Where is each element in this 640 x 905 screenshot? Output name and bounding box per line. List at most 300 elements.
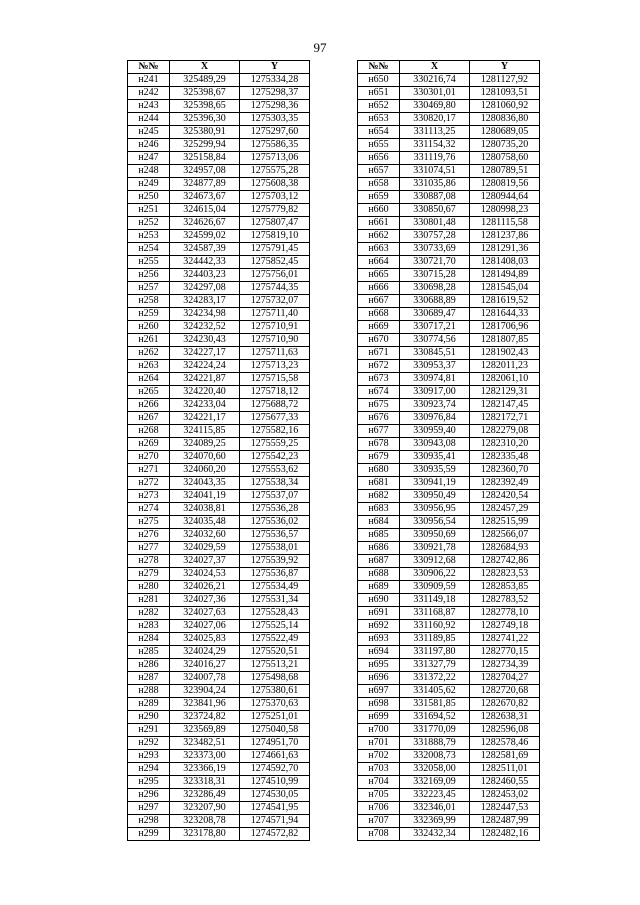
cell-point-id: н257 — [128, 282, 170, 295]
cell-y: 1282741,22 — [470, 633, 540, 646]
cell-x: 332432,34 — [400, 828, 470, 841]
cell-point-id: н685 — [358, 529, 400, 542]
cell-x: 323318,31 — [170, 776, 240, 789]
cell-x: 330941,19 — [400, 477, 470, 490]
cell-x: 331154,32 — [400, 139, 470, 152]
table-row — [358, 308, 540, 321]
cell-point-id: н701 — [358, 737, 400, 750]
table-row — [128, 334, 310, 347]
cell-point-id: н272 — [128, 477, 170, 490]
table-row — [358, 815, 540, 828]
cell-y: 1275582,16 — [240, 425, 310, 438]
cell-y: 1275608,38 — [240, 178, 310, 191]
table-row — [128, 607, 310, 620]
cell-y: 1275710,90 — [240, 334, 310, 347]
cell-point-id: н266 — [128, 399, 170, 412]
cell-y: 1282147,45 — [470, 399, 540, 412]
cell-point-id: н298 — [128, 815, 170, 828]
cell-x: 324060,20 — [170, 464, 240, 477]
table-row — [128, 646, 310, 659]
cell-x: 324227,17 — [170, 347, 240, 360]
cell-x: 331694,52 — [400, 711, 470, 724]
cell-y: 1275536,28 — [240, 503, 310, 516]
cell-x: 330950,69 — [400, 529, 470, 542]
cell-x: 330956,54 — [400, 516, 470, 529]
table-row — [128, 685, 310, 698]
cell-x: 332169,09 — [400, 776, 470, 789]
table-row — [358, 178, 540, 191]
cell-x: 330950,49 — [400, 490, 470, 503]
cell-point-id: н706 — [358, 802, 400, 815]
table-row — [128, 763, 310, 776]
table-row — [358, 763, 540, 776]
cell-y: 1282742,86 — [470, 555, 540, 568]
cell-point-id: н677 — [358, 425, 400, 438]
cell-y: 1282061,10 — [470, 373, 540, 386]
table-row — [358, 464, 540, 477]
cell-point-id: н252 — [128, 217, 170, 230]
header-y: Y — [470, 61, 540, 74]
cell-point-id: н241 — [128, 74, 170, 87]
cell-point-id: н684 — [358, 516, 400, 529]
cell-y: 1275297,60 — [240, 126, 310, 139]
cell-point-id: н290 — [128, 711, 170, 724]
cell-y: 1280689,05 — [470, 126, 540, 139]
cell-y: 1282783,52 — [470, 594, 540, 607]
cell-point-id: н675 — [358, 399, 400, 412]
cell-point-id: н662 — [358, 230, 400, 243]
cell-y: 1282720,68 — [470, 685, 540, 698]
cell-point-id: н660 — [358, 204, 400, 217]
table-row — [128, 256, 310, 269]
table-header-row — [128, 61, 310, 74]
cell-y: 1275536,02 — [240, 516, 310, 529]
cell-point-id: н244 — [128, 113, 170, 126]
cell-x: 330774,56 — [400, 334, 470, 347]
table-row — [128, 139, 310, 152]
cell-x: 324233,04 — [170, 399, 240, 412]
table-row — [128, 412, 310, 425]
cell-point-id: н267 — [128, 412, 170, 425]
table-row — [128, 74, 310, 87]
cell-x: 324626,67 — [170, 217, 240, 230]
cell-x: 324442,33 — [170, 256, 240, 269]
cell-point-id: н651 — [358, 87, 400, 100]
table-row — [128, 438, 310, 451]
cell-point-id: н242 — [128, 87, 170, 100]
cell-y: 1282578,46 — [470, 737, 540, 750]
cell-y: 1275852,45 — [240, 256, 310, 269]
cell-y: 1281237,86 — [470, 230, 540, 243]
cell-y: 1275520,51 — [240, 646, 310, 659]
table-row — [358, 438, 540, 451]
cell-x: 324027,06 — [170, 620, 240, 633]
table-row — [128, 178, 310, 191]
table-row — [358, 789, 540, 802]
cell-y: 1274541,95 — [240, 802, 310, 815]
cell-x: 331372,22 — [400, 672, 470, 685]
table-row — [358, 711, 540, 724]
cell-y: 1275677,33 — [240, 412, 310, 425]
table-row — [358, 217, 540, 230]
cell-point-id: н683 — [358, 503, 400, 516]
cell-y: 1282704,27 — [470, 672, 540, 685]
header-id: №№ — [358, 61, 400, 74]
table-row — [358, 646, 540, 659]
table-row — [128, 230, 310, 243]
cell-point-id: н681 — [358, 477, 400, 490]
cell-x: 330935,41 — [400, 451, 470, 464]
cell-x: 330757,28 — [400, 230, 470, 243]
cell-y: 1275711,40 — [240, 308, 310, 321]
cell-y: 1281619,52 — [470, 295, 540, 308]
cell-y: 1274951,70 — [240, 737, 310, 750]
cell-point-id: н293 — [128, 750, 170, 763]
cell-point-id: н670 — [358, 334, 400, 347]
cell-y: 1275531,34 — [240, 594, 310, 607]
table-row — [358, 750, 540, 763]
cell-x: 330820,17 — [400, 113, 470, 126]
table-row — [358, 659, 540, 672]
cell-y: 1275791,45 — [240, 243, 310, 256]
cell-x: 324230,43 — [170, 334, 240, 347]
table-row — [358, 243, 540, 256]
table-row — [128, 490, 310, 503]
table-row — [358, 633, 540, 646]
table-row — [358, 295, 540, 308]
cell-x: 324029,59 — [170, 542, 240, 555]
cell-point-id: н669 — [358, 321, 400, 334]
cell-x: 324877,89 — [170, 178, 240, 191]
cell-point-id: н278 — [128, 555, 170, 568]
cell-point-id: н296 — [128, 789, 170, 802]
cell-x: 323724,82 — [170, 711, 240, 724]
table-row — [358, 126, 540, 139]
cell-point-id: н697 — [358, 685, 400, 698]
table-row — [128, 113, 310, 126]
cell-x: 332008,73 — [400, 750, 470, 763]
cell-point-id: н695 — [358, 659, 400, 672]
cell-y: 1281902,43 — [470, 347, 540, 360]
cell-point-id: н255 — [128, 256, 170, 269]
table-row — [128, 503, 310, 516]
cell-y: 1282853,85 — [470, 581, 540, 594]
cell-point-id: н696 — [358, 672, 400, 685]
cell-y: 1275542,23 — [240, 451, 310, 464]
cell-point-id: н285 — [128, 646, 170, 659]
cell-point-id: н653 — [358, 113, 400, 126]
cell-x: 324025,83 — [170, 633, 240, 646]
cell-x: 324615,04 — [170, 204, 240, 217]
cell-y: 1282279,08 — [470, 425, 540, 438]
table-row — [358, 256, 540, 269]
cell-point-id: н682 — [358, 490, 400, 503]
cell-x: 330721,70 — [400, 256, 470, 269]
cell-point-id: н680 — [358, 464, 400, 477]
cell-x: 324297,08 — [170, 282, 240, 295]
table-row — [358, 542, 540, 555]
cell-point-id: н273 — [128, 490, 170, 503]
cell-y: 1281291,36 — [470, 243, 540, 256]
cell-y: 1282460,55 — [470, 776, 540, 789]
cell-y: 1281807,85 — [470, 334, 540, 347]
table-row — [358, 503, 540, 516]
cell-y: 1275559,25 — [240, 438, 310, 451]
cell-y: 1275715,58 — [240, 373, 310, 386]
cell-point-id: н299 — [128, 828, 170, 841]
cell-x: 324007,78 — [170, 672, 240, 685]
table-row — [358, 386, 540, 399]
cell-y: 1275536,57 — [240, 529, 310, 542]
cell-x: 324035,48 — [170, 516, 240, 529]
cell-y: 1282581,69 — [470, 750, 540, 763]
cell-point-id: н650 — [358, 74, 400, 87]
cell-point-id: н271 — [128, 464, 170, 477]
table-row — [128, 542, 310, 555]
header-y: Y — [240, 61, 310, 74]
cell-x: 323841,96 — [170, 698, 240, 711]
table-row — [358, 607, 540, 620]
cell-y: 1275713,06 — [240, 152, 310, 165]
cell-y: 1282360,70 — [470, 464, 540, 477]
table-row — [358, 802, 540, 815]
cell-x: 330733,69 — [400, 243, 470, 256]
cell-x: 324024,53 — [170, 568, 240, 581]
cell-x: 331197,80 — [400, 646, 470, 659]
cell-point-id: н248 — [128, 165, 170, 178]
cell-point-id: н655 — [358, 139, 400, 152]
cell-y: 1282823,53 — [470, 568, 540, 581]
table-row — [358, 230, 540, 243]
cell-y: 1282770,15 — [470, 646, 540, 659]
cell-x: 331035,86 — [400, 178, 470, 191]
cell-y: 1275534,49 — [240, 581, 310, 594]
cell-point-id: н268 — [128, 425, 170, 438]
cell-y: 1275710,91 — [240, 321, 310, 334]
table-row — [128, 152, 310, 165]
cell-point-id: н269 — [128, 438, 170, 451]
cell-y: 1275528,43 — [240, 607, 310, 620]
cell-x: 331074,51 — [400, 165, 470, 178]
table-row — [358, 737, 540, 750]
cell-y: 1280735,20 — [470, 139, 540, 152]
table-row — [128, 477, 310, 490]
cell-point-id: н286 — [128, 659, 170, 672]
table-row — [128, 464, 310, 477]
cell-y: 1280819,56 — [470, 178, 540, 191]
cell-x: 330850,67 — [400, 204, 470, 217]
cell-y: 1281545,04 — [470, 282, 540, 295]
cell-point-id: н674 — [358, 386, 400, 399]
page-number: 97 — [313, 40, 327, 55]
cell-y: 1275040,58 — [240, 724, 310, 737]
cell-x: 323207,90 — [170, 802, 240, 815]
cell-x: 332058,00 — [400, 763, 470, 776]
cell-point-id: н264 — [128, 373, 170, 386]
cell-y: 1282011,23 — [470, 360, 540, 373]
cell-y: 1275732,07 — [240, 295, 310, 308]
table-row — [128, 425, 310, 438]
table-row — [358, 100, 540, 113]
cell-y: 1281127,92 — [470, 74, 540, 87]
table-row — [358, 113, 540, 126]
cell-point-id: н254 — [128, 243, 170, 256]
cell-x: 324026,21 — [170, 581, 240, 594]
table-row — [358, 672, 540, 685]
table-row — [358, 152, 540, 165]
table-row — [128, 386, 310, 399]
cell-x: 325380,91 — [170, 126, 240, 139]
cell-point-id: н689 — [358, 581, 400, 594]
cell-point-id: н668 — [358, 308, 400, 321]
cell-point-id: н656 — [358, 152, 400, 165]
table-row — [358, 529, 540, 542]
cell-y: 1282457,29 — [470, 503, 540, 516]
cell-point-id: н652 — [358, 100, 400, 113]
cell-y: 1275538,34 — [240, 477, 310, 490]
cell-y: 1275298,36 — [240, 100, 310, 113]
table-row — [358, 191, 540, 204]
table-row — [128, 711, 310, 724]
cell-y: 1275251,01 — [240, 711, 310, 724]
header-id: №№ — [128, 61, 170, 74]
cell-point-id: н249 — [128, 178, 170, 191]
cell-point-id: н283 — [128, 620, 170, 633]
table-row — [358, 412, 540, 425]
table-row — [358, 74, 540, 87]
coordinates-table-left — [127, 60, 310, 841]
table-row — [358, 165, 540, 178]
table-row — [358, 399, 540, 412]
cell-x: 331160,92 — [400, 620, 470, 633]
cell-x: 323286,49 — [170, 789, 240, 802]
table-row — [128, 360, 310, 373]
cell-x: 330909,59 — [400, 581, 470, 594]
cell-y: 1275713,23 — [240, 360, 310, 373]
table-row — [128, 191, 310, 204]
table-row — [358, 516, 540, 529]
table-row — [358, 698, 540, 711]
cell-x: 325398,65 — [170, 100, 240, 113]
cell-y: 1282310,20 — [470, 438, 540, 451]
table-row — [358, 451, 540, 464]
table-row — [358, 269, 540, 282]
cell-point-id: н287 — [128, 672, 170, 685]
cell-y: 1282420,54 — [470, 490, 540, 503]
cell-x: 330698,28 — [400, 282, 470, 295]
cell-point-id: н263 — [128, 360, 170, 373]
cell-y: 1282749,18 — [470, 620, 540, 633]
cell-x: 324032,60 — [170, 529, 240, 542]
table-row — [358, 724, 540, 737]
cell-y: 1280998,23 — [470, 204, 540, 217]
cell-point-id: н702 — [358, 750, 400, 763]
cell-x: 324957,08 — [170, 165, 240, 178]
cell-point-id: н704 — [358, 776, 400, 789]
table-row — [128, 295, 310, 308]
cell-y: 1275711,63 — [240, 347, 310, 360]
cell-y: 1274530,05 — [240, 789, 310, 802]
cell-point-id: н253 — [128, 230, 170, 243]
cell-point-id: н279 — [128, 568, 170, 581]
cell-y: 1282482,16 — [470, 828, 540, 841]
cell-y: 1282566,07 — [470, 529, 540, 542]
cell-point-id: н288 — [128, 685, 170, 698]
cell-x: 330688,89 — [400, 295, 470, 308]
cell-y: 1275537,07 — [240, 490, 310, 503]
cell-y: 1281093,51 — [470, 87, 540, 100]
cell-x: 330906,22 — [400, 568, 470, 581]
cell-y: 1282684,93 — [470, 542, 540, 555]
table-row — [128, 789, 310, 802]
cell-y: 1275513,21 — [240, 659, 310, 672]
table-row — [128, 451, 310, 464]
cell-point-id: н289 — [128, 698, 170, 711]
cell-x: 323208,78 — [170, 815, 240, 828]
cell-y: 1275536,87 — [240, 568, 310, 581]
cell-x: 332369,99 — [400, 815, 470, 828]
table-row — [128, 724, 310, 737]
cell-point-id: н686 — [358, 542, 400, 555]
cell-x: 331888,79 — [400, 737, 470, 750]
cell-point-id: н275 — [128, 516, 170, 529]
table-row — [128, 321, 310, 334]
table-row — [358, 204, 540, 217]
cell-y: 1280789,51 — [470, 165, 540, 178]
cell-x: 330717,21 — [400, 321, 470, 334]
cell-x: 324221,87 — [170, 373, 240, 386]
cell-x: 331581,85 — [400, 698, 470, 711]
table-row — [128, 347, 310, 360]
table-row — [128, 243, 310, 256]
cell-y: 1274592,70 — [240, 763, 310, 776]
cell-y: 1275807,47 — [240, 217, 310, 230]
cell-point-id: н671 — [358, 347, 400, 360]
cell-y: 1275522,49 — [240, 633, 310, 646]
cell-x: 330943,08 — [400, 438, 470, 451]
cell-y: 1282453,02 — [470, 789, 540, 802]
cell-point-id: н676 — [358, 412, 400, 425]
cell-x: 324041,19 — [170, 490, 240, 503]
cell-x: 324043,35 — [170, 477, 240, 490]
table-row — [358, 321, 540, 334]
cell-point-id: н297 — [128, 802, 170, 815]
cell-y: 1281644,33 — [470, 308, 540, 321]
cell-point-id: н284 — [128, 633, 170, 646]
table-row — [128, 555, 310, 568]
cell-x: 330887,08 — [400, 191, 470, 204]
cell-x: 324016,27 — [170, 659, 240, 672]
cell-point-id: н654 — [358, 126, 400, 139]
cell-y: 1275498,68 — [240, 672, 310, 685]
cell-point-id: н705 — [358, 789, 400, 802]
cell-y: 1282335,48 — [470, 451, 540, 464]
header-x: X — [170, 61, 240, 74]
cell-x: 323569,89 — [170, 724, 240, 737]
cell-x: 324089,25 — [170, 438, 240, 451]
table-row — [358, 776, 540, 789]
cell-point-id: н270 — [128, 451, 170, 464]
cell-x: 332346,01 — [400, 802, 470, 815]
cell-y: 1275370,63 — [240, 698, 310, 711]
cell-x: 324220,40 — [170, 386, 240, 399]
cell-x: 330912,68 — [400, 555, 470, 568]
cell-point-id: н708 — [358, 828, 400, 841]
cell-point-id: н259 — [128, 308, 170, 321]
cell-x: 324221,17 — [170, 412, 240, 425]
cell-x: 331119,76 — [400, 152, 470, 165]
cell-y: 1275575,28 — [240, 165, 310, 178]
